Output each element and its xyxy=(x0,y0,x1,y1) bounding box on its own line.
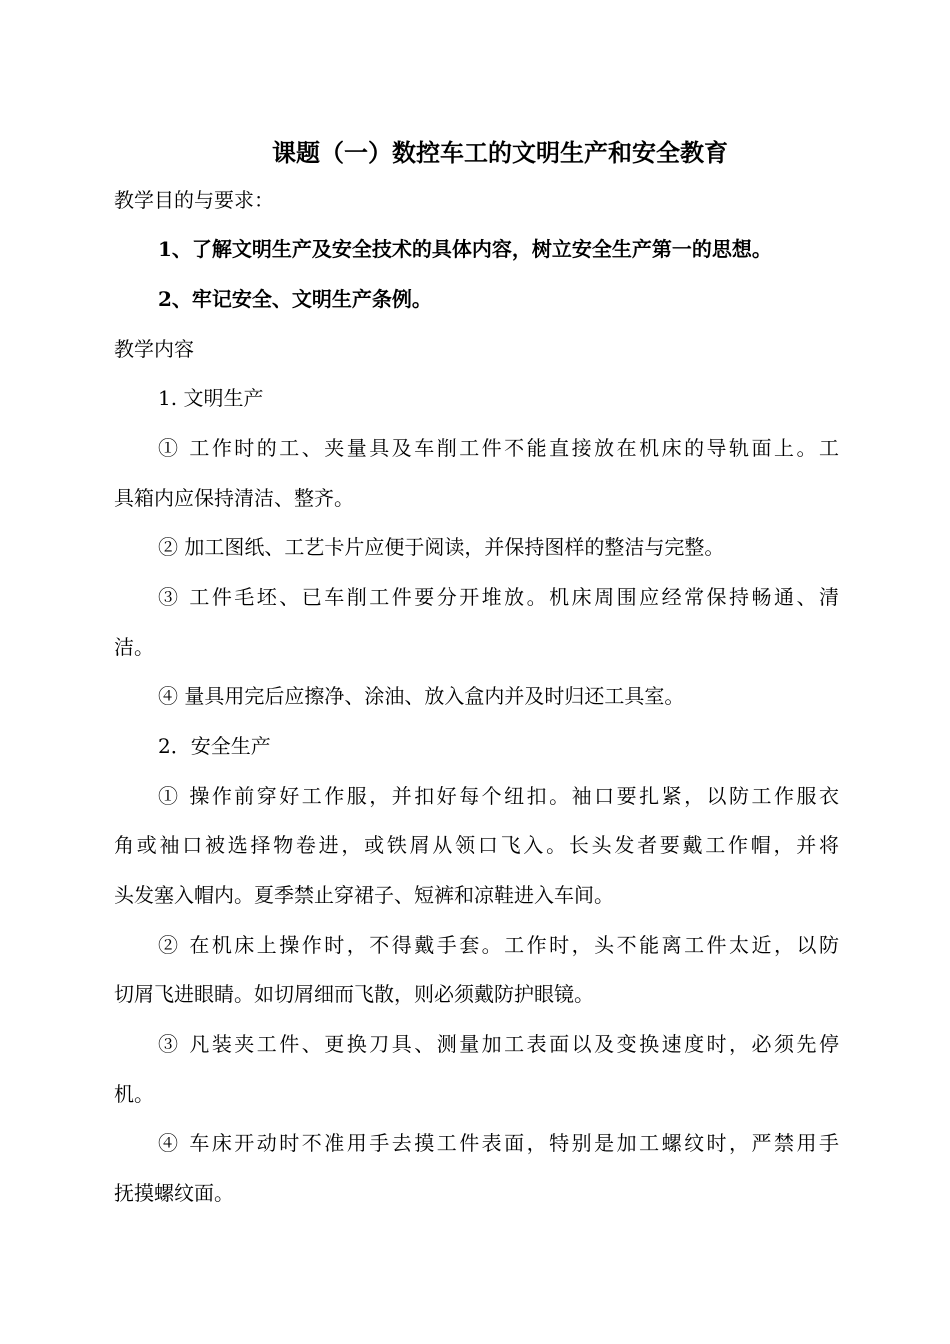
s2-item-1-line-2: 角或袖口被选择物卷进，或铁屑从领口飞入。长头发者要戴工作帽，并将 xyxy=(114,833,839,857)
s1-item-2: ② 加工图纸、工艺卡片应便于阅读，并保持图样的整洁与完整。 xyxy=(158,535,725,559)
s1-item-4: ④ 量具用完后应擦净、涂油、放入盒内并及时归还工具室。 xyxy=(158,684,685,708)
s1-item-1-line-2: 具箱内应保持清洁、整齐。 xyxy=(114,486,354,510)
s2-item-2-line-2: 切屑飞进眼睛。如切屑细而飞散，则必须戴防护眼镜。 xyxy=(114,982,594,1006)
s2-item-1-line-1: ① 操作前穿好工作服，并扣好每个纽扣。袖口要扎紧，以防工作服衣 xyxy=(158,784,839,808)
s2-item-3-line-2: 机。 xyxy=(114,1082,154,1106)
s1-item-3-line-1: ③ 工件毛坯、已车削工件要分开堆放。机床周围应经常保持畅通、清 xyxy=(158,585,839,609)
s2-item-4-line-1: ④ 车床开动时不准用手去摸工件表面，特别是加工螺纹时，严禁用手 xyxy=(158,1131,839,1155)
goal-item-1: 1、了解文明生产及安全技术的具体内容，树立安全生产第一的思想。 xyxy=(158,237,772,261)
goal-item-2: 2、牢记安全、文明生产条例。 xyxy=(158,287,432,311)
document-title: 课题（一）数控车工的文明生产和安全教育 xyxy=(272,138,728,167)
section-1-title: 1. 文明生产 xyxy=(158,386,264,410)
s1-item-3-line-2: 洁。 xyxy=(114,635,154,659)
s2-item-3-line-1: ③ 凡装夹工件、更换刀具、测量加工表面以及变换速度时，必须先停 xyxy=(158,1032,839,1056)
section-2-title: 2．安全生产 xyxy=(158,734,271,758)
goals-heading: 教学目的与要求： xyxy=(114,188,274,212)
s2-item-2-line-1: ② 在机床上操作时，不得戴手套。工作时，头不能离工件太近，以防 xyxy=(158,933,839,957)
s1-item-1-line-1: ① 工作时的工、夹量具及车削工件不能直接放在机床的导轨面上。工 xyxy=(158,436,839,460)
content-heading: 教学内容 xyxy=(114,337,194,361)
s2-item-4-line-2: 抚摸螺纹面。 xyxy=(114,1181,234,1205)
s2-item-1-line-3: 头发塞入帽内。夏季禁止穿裙子、短裤和凉鞋进入车间。 xyxy=(114,883,614,907)
